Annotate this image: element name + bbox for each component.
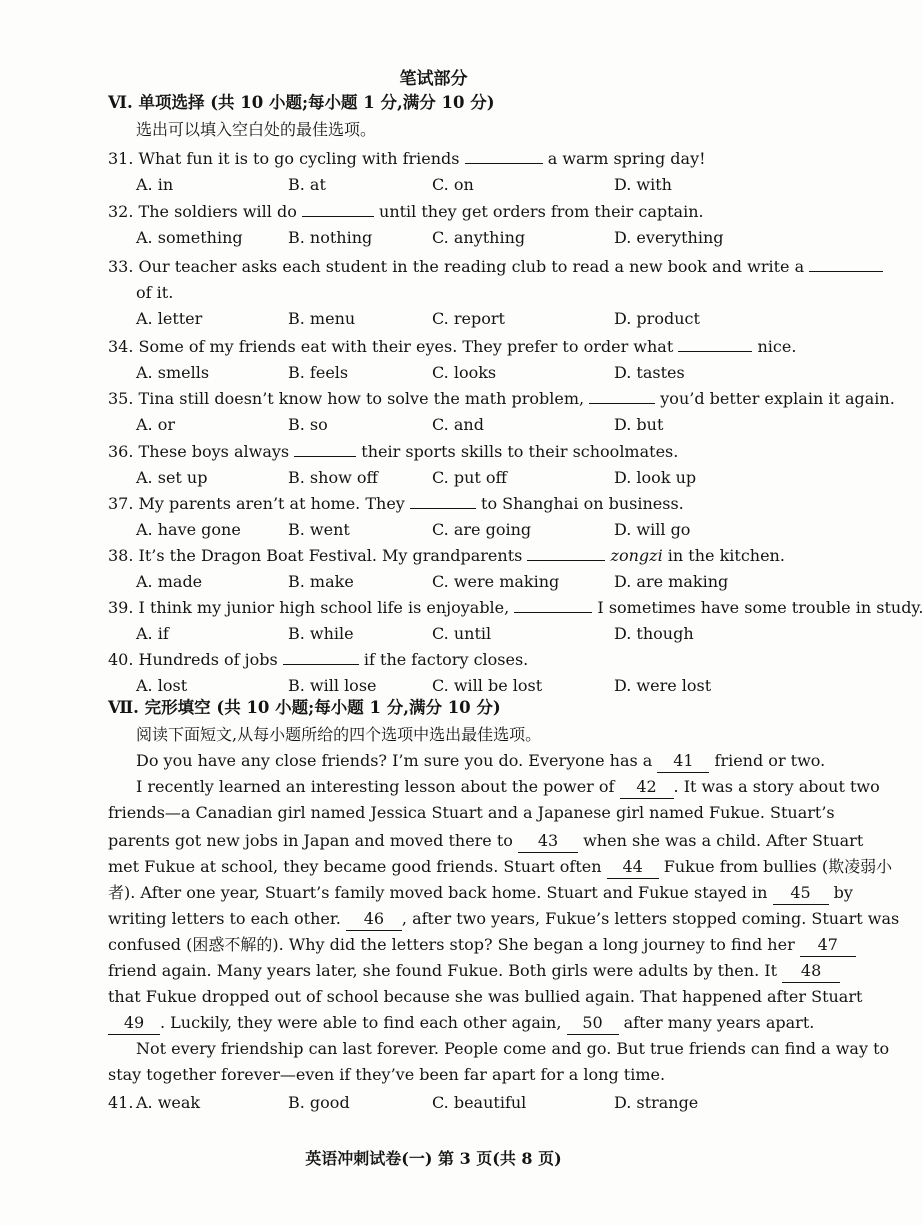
- question-text: The soldiers will do: [138, 202, 297, 221]
- option-a: A. letter: [136, 309, 203, 328]
- question-text: Our teacher asks each student in the reading club to read a new book and write a: [138, 257, 805, 276]
- question-number: 36.: [108, 442, 134, 461]
- answer-blank: [678, 335, 752, 352]
- blank-45: 45: [773, 882, 829, 905]
- question-stem: [108, 596, 923, 619]
- option-b: B. good: [288, 1093, 350, 1112]
- option-b: B. make: [288, 572, 354, 591]
- question-text: What fun it is to go cycling with friends: [138, 149, 460, 168]
- section-7-header: Ⅶ. 完形填空 (共 10 小题;每小题 1 分,满分 10 分): [108, 698, 501, 717]
- question-stem: [108, 255, 883, 278]
- option-b: B. so: [288, 415, 328, 434]
- passage-line: 49 . Luckily, they were able to find each other again, 50 after many years apart.: [108, 1012, 814, 1035]
- option-c: C. until: [432, 624, 492, 643]
- question-text: I sometimes have some trouble in study.: [597, 598, 923, 617]
- page-title: 笔试部分: [399, 69, 468, 89]
- answer-blank: [302, 200, 374, 217]
- option-c: C. anything: [432, 228, 526, 247]
- blank-50: 50: [567, 1012, 619, 1035]
- option-d: D. but: [614, 415, 664, 434]
- option-b: B. feels: [288, 363, 349, 382]
- blank-49: 49: [108, 1012, 160, 1035]
- passage-line: confused (困惑不解的). Why did the letters stop? She began a long journey to find her 47: [108, 934, 856, 957]
- question-text: These boys always: [138, 442, 290, 461]
- question-text: nice.: [757, 337, 797, 356]
- passage-line: 者). After one year, Stuart’s family moved back home. Stuart and Fukue stayed in 45 by: [108, 882, 853, 905]
- question-number: 31.: [108, 149, 134, 168]
- answer-blank: [589, 387, 655, 404]
- blank-48: 48: [782, 960, 840, 983]
- passage-line: Not every friendship can last forever. People come and go. But true friends can find a way to: [136, 1039, 890, 1058]
- option-a: A. weak: [136, 1093, 201, 1112]
- question-text: Tina still doesn’t know how to solve the math problem,: [138, 389, 585, 408]
- blank-43: 43: [518, 830, 578, 853]
- question-text: until they get orders from their captain.: [379, 202, 704, 221]
- question-number: 41.: [108, 1093, 134, 1112]
- blank-46: 46: [346, 908, 402, 931]
- question-stem: [108, 335, 796, 358]
- answer-blank: [465, 147, 543, 164]
- option-a: A. if: [136, 624, 169, 643]
- question-text-continued: of it.: [136, 283, 174, 302]
- question-number: 37.: [108, 494, 134, 513]
- passage-line: stay together forever—even if they’ve been far apart for a long time.: [108, 1065, 666, 1084]
- passage-line: met Fukue at school, they became good friends. Stuart often 44 Fukue from bullies (欺凌弱小: [108, 856, 892, 879]
- option-a: A. something: [136, 228, 243, 247]
- option-c: C. and: [432, 415, 484, 434]
- question-text: a warm spring day!: [547, 149, 706, 168]
- option-d: D. product: [614, 309, 700, 328]
- option-a: A. have gone: [136, 520, 241, 539]
- question-text: you’d better explain it again.: [660, 389, 895, 408]
- option-d: D. tastes: [614, 363, 685, 382]
- passage-line: writing letters to each other. 46 , after two years, Fukue’s letters stopped coming. Stuart was: [108, 908, 899, 931]
- blank-47: 47: [800, 934, 856, 957]
- option-b: B. at: [288, 175, 326, 194]
- answer-blank: [527, 544, 605, 561]
- question-stem: [108, 200, 704, 223]
- section-6-instruction: 选出可以填入空白处的最佳选项。: [136, 120, 377, 139]
- option-a: A. in: [136, 175, 174, 194]
- question-stem: [108, 387, 895, 410]
- option-b: B. went: [288, 520, 350, 539]
- option-c: C. will be lost: [432, 676, 543, 695]
- question-text: to Shanghai on business.: [481, 494, 684, 513]
- passage-line: parents got new jobs in Japan and moved there to 43 when she was a child. After Stuart: [108, 830, 863, 853]
- option-b: B. while: [288, 624, 354, 643]
- question-number: 40.: [108, 650, 134, 669]
- option-b: B. menu: [288, 309, 356, 328]
- option-d: D. were lost: [614, 676, 712, 695]
- section-6-header: Ⅵ. 单项选择 (共 10 小题;每小题 1 分,满分 10 分): [108, 93, 495, 112]
- question-text: Hundreds of jobs: [138, 650, 278, 669]
- option-a: A. smells: [136, 363, 210, 382]
- answer-blank: [294, 440, 356, 457]
- passage-line: friends—a Canadian girl named Jessica Stuart and a Japanese girl named Fukue. Stuart’s: [108, 803, 835, 822]
- section-7-instruction: 阅读下面短文,从每小题所给的四个选项中选出最佳选项。: [136, 725, 542, 744]
- question-number: 33.: [108, 257, 134, 276]
- option-d: D. will go: [614, 520, 691, 539]
- option-c: C. on: [432, 175, 474, 194]
- answer-blank: [410, 492, 476, 509]
- option-b: B. nothing: [288, 228, 373, 247]
- question-number: 38.: [108, 546, 134, 565]
- question-number: 35.: [108, 389, 134, 408]
- blank-44: 44: [607, 856, 659, 879]
- option-d: D. with: [614, 175, 672, 194]
- page-footer: 英语冲刺试卷(一) 第 3 页(共 8 页): [305, 1149, 562, 1168]
- option-a: A. lost: [136, 676, 188, 695]
- question-number: 34.: [108, 337, 134, 356]
- question-text: My parents aren’t at home. They: [138, 494, 405, 513]
- passage-line: I recently learned an interesting lesson about the power of 42 . It was a story about two: [136, 776, 880, 799]
- question-text: I think my junior high school life is enjoyable,: [138, 598, 510, 617]
- question-stem: [108, 440, 678, 463]
- answer-blank: [283, 648, 359, 665]
- question-text: in the kitchen.: [667, 546, 785, 565]
- option-d: D. though: [614, 624, 694, 643]
- option-d: D. everything: [614, 228, 724, 247]
- option-d: D. strange: [614, 1093, 699, 1112]
- option-a: A. set up: [136, 468, 208, 487]
- blank-42: 42: [620, 776, 674, 799]
- option-c: C. beautiful: [432, 1093, 527, 1112]
- question-text: if the factory closes.: [363, 650, 529, 669]
- question-text: It’s the Dragon Boat Festival. My grandparents: [138, 546, 523, 565]
- passage-line: friend again. Many years later, she found Fukue. Both girls were adults by then. It 48: [108, 960, 840, 983]
- option-c: C. were making: [432, 572, 560, 591]
- question-stem: [108, 544, 785, 567]
- passage-line: Do you have any close friends? I’m sure you do. Everyone has a 41 friend or two.: [136, 750, 825, 773]
- option-b: B. show off: [288, 468, 378, 487]
- question-stem: [108, 648, 528, 671]
- answer-blank: [809, 255, 883, 272]
- question-stem: [108, 492, 684, 515]
- option-c: C. looks: [432, 363, 497, 382]
- blank-41: 41: [657, 750, 709, 773]
- question-stem: [108, 147, 706, 170]
- option-d: D. look up: [614, 468, 697, 487]
- question-text: their sports skills to their schoolmates.: [361, 442, 679, 461]
- question-number: 39.: [108, 598, 134, 617]
- option-a: A. made: [136, 572, 203, 591]
- answer-blank: [514, 596, 592, 613]
- option-c: C. report: [432, 309, 505, 328]
- option-c: C. are going: [432, 520, 532, 539]
- question-text-italic: zongzi: [610, 546, 663, 565]
- option-d: D. are making: [614, 572, 729, 591]
- question-text: Some of my friends eat with their eyes. They prefer to order what: [138, 337, 674, 356]
- passage-line: that Fukue dropped out of school because she was bullied again. That happened after Stuart: [108, 987, 863, 1006]
- option-b: B. will lose: [288, 676, 377, 695]
- question-number: 32.: [108, 202, 134, 221]
- option-c: C. put off: [432, 468, 507, 487]
- option-a: A. or: [136, 415, 176, 434]
